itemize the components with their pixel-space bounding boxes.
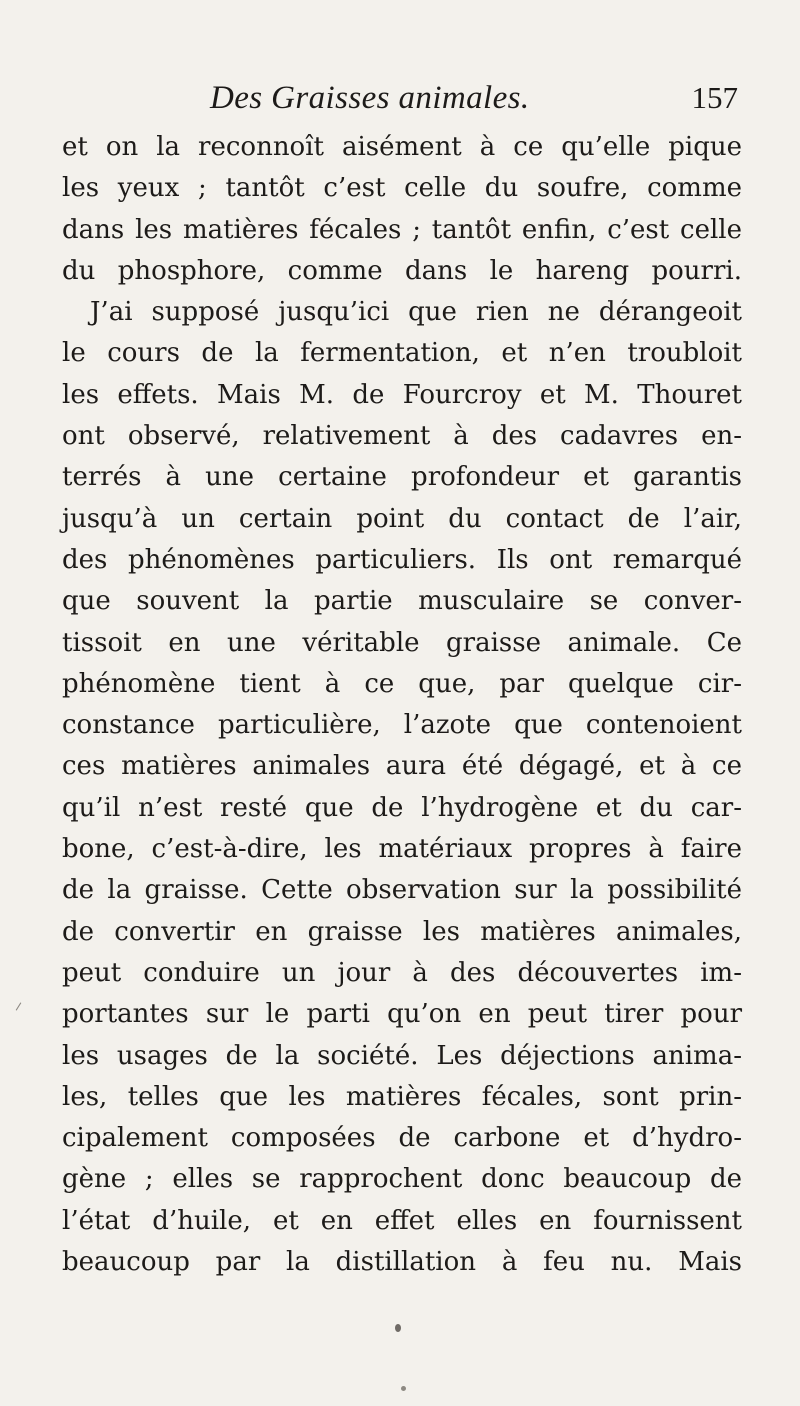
text-line: constance particulière, l’azote que contenoient — [62, 710, 742, 741]
text-line: tissoit en une véritable graisse animale. Ce — [62, 627, 742, 658]
text-line: que souvent la partie musculaire se conver- — [62, 586, 742, 617]
text-line: J’ai supposé jusqu’ici que rien ne dérangeoit — [90, 297, 742, 328]
text-line: peut conduire un jour à des découvertes im- — [62, 957, 742, 988]
text-line: cipalement composées de carbone et d’hydro- — [62, 1123, 742, 1154]
text-line: les effets. Mais M. de Fourcroy et M. Thouret — [62, 379, 742, 410]
text-line: gène ; elles se rapprochent donc beaucoup de — [62, 1164, 742, 1195]
page-header — [210, 78, 738, 122]
text-line: et on la reconnoît aisément à ce qu’elle pique — [62, 132, 742, 162]
page-number: 157 — [691, 80, 738, 115]
text-line: des phénomènes particuliers. Ils ont remarqué — [62, 544, 742, 575]
text-line: jusqu’à un certain point du contact de l’air, — [62, 503, 742, 534]
text-line: les yeux ; tantôt c’est celle du soufre, comme — [62, 173, 742, 204]
text-line: ces matières animales aura été dégagé, et à ce — [62, 751, 742, 782]
text-line: portantes sur le parti qu’on en peut tirer pour — [62, 999, 742, 1030]
text-line: de convertir en graisse les matières animales, — [62, 916, 742, 947]
ink-spot — [401, 1386, 406, 1391]
text-line: qu’il n’est resté que de l’hydrogène et du car- — [62, 792, 742, 823]
text-line: ont observé, relativement à des cadavres en- — [62, 421, 742, 452]
text-line: du phosphore, comme dans le hareng pourri. — [62, 255, 742, 286]
text-line: le cours de la fermentation, et n’en troubloit — [62, 338, 742, 369]
ink-mark — [16, 1002, 22, 1010]
text-line: beaucoup par la distillation à feu nu. Mais — [62, 1247, 742, 1278]
text-line: bone, c’est-à-dire, les matériaux propres à faire — [62, 834, 742, 865]
text-line: les usages de la société. Les déjections anima- — [62, 1040, 742, 1071]
body-text — [62, 127, 742, 1283]
text-line: l’état d’huile, et en effet elles en fournissent — [62, 1205, 742, 1236]
text-line: les, telles que les matières fécales, sont prin- — [62, 1081, 742, 1112]
text-line: terrés à une certaine profondeur et garantis — [62, 462, 742, 493]
text-line: phénomène tient à ce que, par quelque cir- — [62, 668, 742, 699]
text-line: de la graisse. Cette observation sur la possibilité — [62, 875, 742, 906]
text-line: dans les matières fécales ; tantôt enfin, c’est celle — [62, 214, 742, 245]
ink-spot — [395, 1324, 401, 1332]
running-title: Des Graisses animales. — [210, 80, 530, 116]
